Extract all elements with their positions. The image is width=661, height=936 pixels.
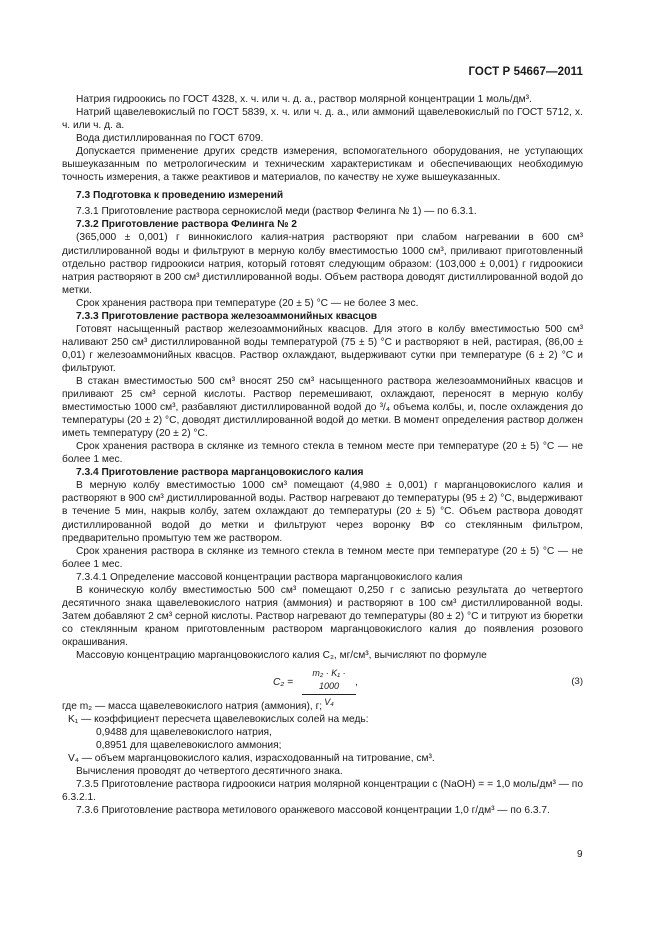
- paragraph: Натрия гидроокись по ГОСТ 4328, х. ч. или ч. д. а., раствор молярной концентрации 1 моль/дм³.: [76, 94, 532, 105]
- paragraph: (365,000 ± 0,001) г виннокислого калия-натрия растворяют при слабом нагревании в 600 см³ дистиллированной воды и фильтруют в мерную колбу вместимостью 1000 см³, приливают приготовленный отдельно раствор гидроокиси натрия, который готовят следующим образом: (103,000 ± 0,001) г гидроокиси натрия растворяют в 200 см³ дистиллированной воды. Объем раствора доводят дистиллированной водой до метки.: [62, 232, 583, 296]
- paragraph: Натрий щавелевокислый по ГОСТ 5839, х. ч. или ч. д. а., или аммоний щавелевокислый по ГОСТ 5712, х. ч. или ч. д. а.: [62, 107, 583, 132]
- definition-line: 0,9488 для щавелевокислого натрия,: [96, 727, 272, 739]
- paragraph: В мерную колбу вместимостью 1000 см³ помещают (4,980 ± 0,001) г марганцовокислого калия и растворяют в 900 см³ дистиллированной воды. Раствор нагревают до температуры (95 ± 2) °С, выдерживают в течение 5 мин, накрыв колбу, затем охлаждают до температуры (20 ± 5) °С. Объем раствора доводят дистиллированной водой до метки и фильтруют через воронку ВФ со стеклянным фильтром, предварительно промытую тем же раствором.: [62, 480, 583, 544]
- formula-definitions: [62, 700, 583, 765]
- formula-comma: ,: [355, 677, 358, 689]
- paragraph: Срок хранения раствора при температуре (20 ± 5) °С — не более 3 мес.: [76, 297, 419, 309]
- paragraph: Допускается применение других средств измерения, вспомогательного оборудования, не уступающих вышеуказанным по метрологическим и техническим характеристикам и обеспечивающих необходимую точность измерения, а также реактивов и материалов, по качеству не хуже вышеуказанных.: [62, 146, 583, 184]
- paragraph: Срок хранения раствора в склянке из темного стекла в темном месте при температуре (20 ± 5) °С — не более 1 мес.: [62, 545, 583, 570]
- paragraph: В стакан вместимостью 500 см³ вносят 250 см³ насыщенного раствора железоаммонийных квасцов и приливают 25 см³ серной кислоты. Раствор перемешивают, охлаждают, переносят в мерную колбу вместимостью 1000 см³, разбавляют дистиллированной водой до ³/₄ объема колбы, и, после охлаждения до температуры (20 ± 2) °С, доводят дистиллированной водой до метки. В момент определения раствор должен иметь температуру (20 ± 2) °С.: [62, 375, 583, 440]
- subsection-heading: 7.3.2 Приготовление раствора Фелинга № 2: [76, 219, 297, 231]
- paragraph: Массовую концентрацию марганцовокислого калия C₂, мг/см³, вычисляют по формуле: [76, 649, 487, 661]
- definition-line: где m₂ — масса щавелевокислого натрия (аммония), г;: [62, 701, 323, 713]
- formula-numerator: m₂ · K₁ · 1000: [302, 667, 356, 695]
- formula-lhs: C₂ =: [273, 677, 294, 689]
- document-header: ГОСТ Р 54667—2011: [468, 66, 583, 78]
- subsection: 7.3.1 Приготовление раствора сернокислой меди (раствор Фелинга № 1) — по 6.3.1.: [76, 206, 477, 218]
- paragraph: Вычисления проводят до четвертого десятичного знака.: [76, 766, 343, 778]
- paragraph: Срок хранения раствора в склянке из темного стекла в темном месте при температуре (20 ± 5) °С — не более 1 мес.: [62, 441, 583, 466]
- definition-line: 0,8951 для щавелевокислого аммония;: [96, 740, 282, 752]
- section-heading: 7.3 Подготовка к проведению измерений: [76, 190, 284, 202]
- formula-number: (3): [571, 676, 583, 688]
- document-body: [62, 93, 583, 817]
- formula-fraction: [302, 667, 356, 709]
- paragraph: В коническую колбу вместимостью 500 см³ помещают 0,250 г с записью результата до четвертого десятичного знака щавелевокислого натрия (аммония) и растворяют в 100 см³ дистиллированной воды. Затем добавляют 2 см³ серной кислоты. Раствор нагревают до температуры (80 ± 2) °С и титруют из бюретки со стеклянным краном приготовленным раствором марганцовокислого калия до появления розового окрашивания.: [62, 584, 583, 648]
- subsection-heading: 7.3.3 Приготовление раствора железоаммонийных квасцов: [76, 310, 378, 322]
- formula-denominator: V₄: [324, 697, 334, 708]
- definition-line: V₄ — объем марганцовокислого калия, израсходованный на титрование, см³.: [68, 753, 435, 765]
- definition-line: K₁ — коэффициент пересчета щавелевокислых солей на медь:: [68, 714, 369, 726]
- paragraph: Готовят насыщенный раствор железоаммонийных квасцов. Для этого в колбу вместимостью 500 см³ наливают 250 см³ дистиллированной воды температурой (75 ± 5) °С и растворяют в ней, растирая, (86,00 ± 0,01) г железоаммонийных квасцов. Раствор охлаждают, выдерживают сутки при температуре (6 ± 2) °С и фильтруют.: [62, 323, 583, 374]
- subsection: 7.3.4.1 Определение массовой концентрации раствора марганцовокислого калия: [76, 571, 463, 583]
- subsection: 7.3.6 Приготовление раствора метилового оранжевого массовой концентрации 1,0 г/дм³ — по 6.3.7.: [76, 805, 550, 817]
- paragraph: Вода дистиллированная по ГОСТ 6709.: [76, 133, 264, 145]
- page-number: 9: [577, 849, 583, 860]
- subsection: 7.3.5 Приготовление раствора гидроокиси натрия молярной концентрации c (NaOH) = = 1,0 моль/дм³ — по 6.3.2.1.: [62, 779, 583, 804]
- subsection-heading: 7.3.4 Приготовление раствора марганцовокислого калия: [76, 467, 364, 479]
